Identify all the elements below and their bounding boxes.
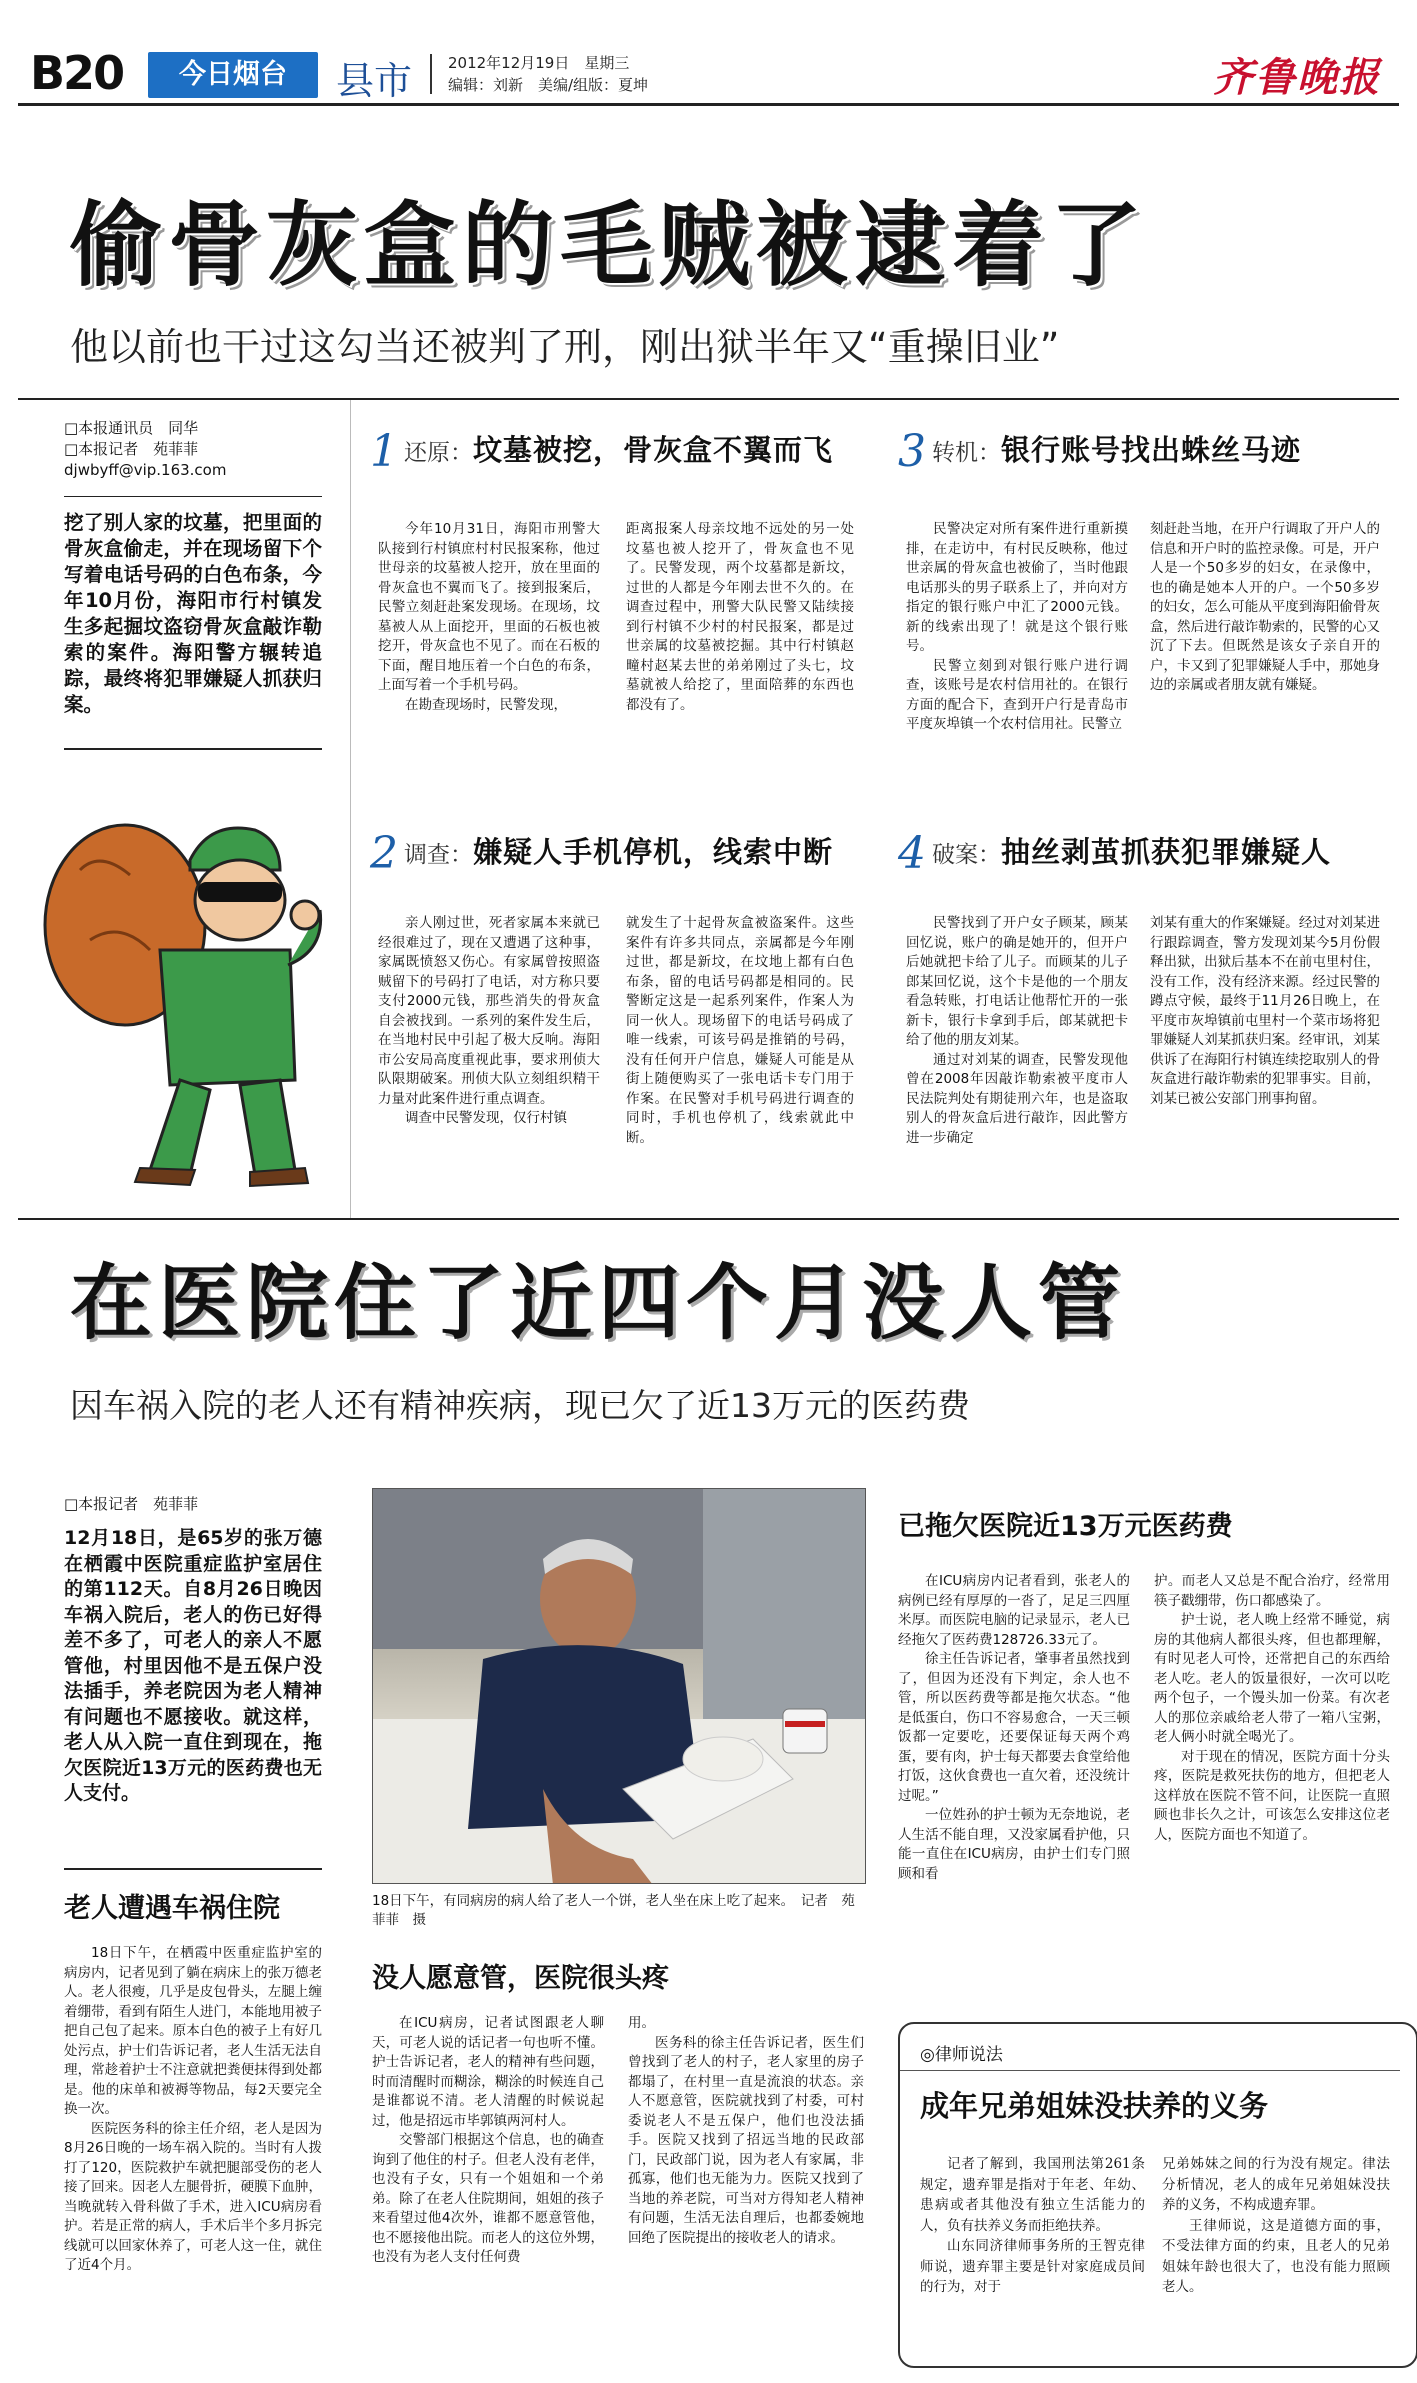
section-number: 1 [370, 426, 398, 477]
editor-credits: 编辑：刘新 美编/组版：夏坤 [448, 76, 649, 94]
lawyer-tag-label: 律师说法 [934, 2045, 1003, 2065]
paragraph: 民警找到了开户女子顾某，顾某回忆说，账户的确是她开的，但开户后她就把卡给了儿子。而顾某的儿子郎某回忆说，这个卡是他的一个朋友看急转账，打电话让他帮忙开的一张新卡，银行卡拿到手后，郎某就把卡给了他的朋友刘某。 [906, 915, 1128, 1048]
story1-lead: 挖了别人家的坟墓，把里面的骨灰盒偷走，并在现场留下个写着电话号码的白色布条，今年10月份，海阳市行村镇发生多起掘坟盗窃骨灰盒敲诈勒索的案件。海阳警方辗转追踪，最终将犯罪嫌疑人抓获归案。 [64, 511, 322, 716]
paragraph: 民警立刻到对银行账户进行调查，该账号是农村信用社的。在银行方面的配合下，查到开户行是青岛市平度灰埠镇一个农村信用社。民警立 [906, 657, 1128, 732]
paragraph: 医务科的徐主任告诉记者，医生们曾找到了老人的村子，老人家里的房子都塌了，在村里一直是流浪的状态。亲人不愿意管，医院就找到了村委，可村委说老人不是五保户，他们也没法插手。医院又找到了招远当地的民政部门，民政部门说，因为老人有家属，非孤寡，他们也无能为力。医院又找到了当地的养老院，可当对方得知老人精神有问题，生活无法自理后，也都委婉地回绝了医院提出的接收老人的请求。 [628, 2034, 864, 2246]
section-kicker: 转机： [932, 440, 1001, 466]
story1-section-head [898, 426, 1301, 477]
lawyer-title: 成年兄弟姐妹没扶养的义务 [920, 2089, 1269, 2123]
byline-line: □本报通讯员 同华 [64, 419, 199, 437]
paragraph: 对于现在的情况，医院方面十分头疼，医院是救死扶伤的地方，但把老人这样放在医院不管不问，让医院一直照顾也非长久之计，可该怎么安排这位老人，医院方面也不知道了。 [1154, 1748, 1390, 1843]
paragraph: 18日下午，在栖霞中医重症监护室的病房内，记者见到了躺在病床上的张万德老人。老人很瘦，几乎是皮包骨头，左腿上缠着绷带，看到有陌生人进门，本能地用被子把自己包了起来。原本白色的被子上有好几处污点，护士们告诉记者，老人生活无法自理，常趁着护士不注意就把粪便抹得到处都是。他的床单和被褥等物品，每2天要完全换一次。 [64, 1945, 322, 2117]
newspaper-logo: 齐鲁晚报 [1213, 54, 1381, 101]
lawyer-tag [920, 2040, 1003, 2065]
story2-section-b-col1 [372, 2014, 604, 2268]
paragraph: 记者了解到，我国刑法第261条规定，遗弃罪是指对于年老、年幼、患病或者其他没有独立生活能力的人，负有扶养义务而拒绝扶养。 [920, 2156, 1145, 2234]
section-title: 坟墓被挖，骨灰盒不翼而飞 [473, 433, 834, 467]
paragraph: 交警部门根据这个信息，也的确查询到了他住的村子。但老人没有老伴，也没有子女，只有一个姐姐和一个弟弟。除了在老人住院期间，姐姐的孩子来看望过他4次外，谁都不愿意管他，也不愿接他出院。而老人的这位外甥，也没有为老人支付任何费 [372, 2132, 604, 2265]
mug [783, 1709, 827, 1753]
story1-subheadline: 他以前也干过这勾当还被判了刑，刚出狱半年又“重操旧业” [70, 325, 1060, 369]
header-info [448, 52, 648, 96]
section-number: 2 [370, 828, 398, 879]
paragraph: 山东同济律师事务所的王智克律师说，遗弃罪主要是针对家庭成员间的行为，对于 [920, 2238, 1145, 2295]
story1-sec3-col2 [1150, 520, 1380, 696]
subsection-label: 县市 [336, 59, 413, 103]
lawyer-col1 [920, 2154, 1145, 2298]
divider [64, 748, 322, 750]
legs [150, 1080, 295, 1175]
paragraph: 兄弟姊妹之间的行为没有规定。律法分析情况，老人的成年兄弟姐妹没扶养的义务，不构成遗弃罪。 [1162, 2156, 1390, 2213]
story1-sec3-col1 [906, 520, 1128, 735]
divider [64, 1868, 322, 1870]
column-divider [350, 400, 351, 1218]
paragraph: 在ICU病房，记者试图跟老人聊天，可老人说的话记者一句也听不懂。护士告诉记者，老人的精神有些问题，时而清醒时而糊涂，糊涂的时候连自己是谁都说不清。老人清醒的时候说起过，他是招远市毕郭镇两河村人。 [372, 2015, 604, 2129]
paragraph: 距离报案人母亲坟地不远处的另一处坟墓也被人挖开了，骨灰盒也不见了。民警发现，两个坟墓都是新坟，过世的人都是今年刚去世不久的。在调查过程中，刑警大队民警又陆续接到行村镇不少村的村民报案，都是过世亲属的坟墓被挖掘。其中行村镇赵疃村赵某去世的弟弟刚过了头七，坟墓就被人给挖了，里面陪葬的东西也都没有了。 [626, 521, 854, 713]
section-kicker: 调查： [404, 842, 473, 868]
story1-sec4-col2 [1150, 914, 1380, 1109]
story2-headline: 在医院住了近四个月没人管 [70, 1256, 1127, 1351]
header-divider [430, 54, 432, 94]
story2-section-c-title: 已拖欠医院近13万元医药费 [898, 1511, 1233, 1542]
paragraph: 护士说，老人晚上经常不睡觉，病房的其他病人都很头疼，但也都理解，有时见老人可怜，还常把自己的东西给老人吃。老人的饭量很好，一次可以吃两个包子，一个馒头加一份菜。有次老人的那位亲戚给老人带了一箱八宝粥，老人俩小时就全喝光了。 [1154, 1612, 1390, 1745]
paragraph: 就发生了十起骨灰盒被盗案件。这些案件有许多共同点，亲属都是今年刚过世，都是新坟，在坟地上都有白色布条，留的电话号码都是相同的。民警断定这是一起系列案件，作案人为同一伙人。现场留下的电话号码成了唯一线索，可该号码是推销的号码，没有任何开户信息，嫌疑人可能是从街上随便购买了一张电话卡专门用于作案。在民警对手机号码进行调查的同时，手机也停机了，线索就此中断。 [626, 915, 854, 1146]
section-badge[interactable]: 今日烟台 [148, 52, 318, 98]
paragraph: 用。 [628, 2015, 655, 2031]
story1-sec1-col2 [626, 520, 854, 715]
story1-headline: 偷骨灰盒的毛贼被逮着了 [70, 192, 1149, 299]
page-number: B20 [30, 46, 124, 100]
paragraph: 徐主任告诉记者，肇事者虽然找到了，但因为还没有下判定，余人也不管，所以医药费等都是拖欠状态。“他是低蛋白，伤口不容易愈合，一天三顿饭都一定要吃，还要保证每天两个鸡蛋，要有肉，护士每天都要去食堂给他打饭，这伙食费也一直欠着，还没统计过呢。” [898, 1651, 1130, 1804]
mask [198, 882, 282, 902]
story2-section-b-col2 [628, 2014, 864, 2248]
section-number: 3 [898, 426, 926, 477]
story2-section-c-col1 [898, 1572, 1130, 1884]
story2-section-a-body [64, 1944, 322, 2276]
story2-section-a-title: 老人遭遇车祸住院 [64, 1893, 280, 1924]
lawyer-col2 [1162, 2154, 1390, 2298]
story1-sec2-col2 [626, 914, 854, 1148]
story2-section-b-title: 没人愿意管，医院很头疼 [372, 1963, 669, 1994]
story1-section-head [898, 828, 1331, 879]
thief-illustration [40, 790, 340, 1190]
paragraph: 在勘查现场时，民警发现， [405, 696, 567, 713]
story1-section-head [370, 426, 833, 477]
divider [18, 1218, 1399, 1220]
story1-section-head [370, 828, 833, 879]
body [160, 950, 295, 1085]
paragraph: 医院医务科的徐主任介绍，老人是因为8月26日晚的一场车祸入院的。当时有人拨打了120，医院救护车就把腿部受伤的老人接了回来。因老人左腿骨折，硬膜下血肿，当晚就转入骨科做了手术，进入ICU病房看护。若是正常的病人，手术后半个多月拆完线就可以回家休养了，可老人这一住，就住了近4个月。 [64, 2120, 322, 2273]
section-title: 抽丝剥茧抓获犯罪嫌疑人 [1001, 835, 1332, 869]
section-kicker: 还原： [404, 440, 473, 466]
section-title: 银行账号找出蛛丝马迹 [1001, 433, 1302, 467]
section-kicker: 破案： [932, 842, 1001, 868]
divider [64, 496, 322, 497]
paragraph: 通过对刘某的调查，民警发现他曾在2008年因敲诈勒索被平度市人民法院判处有期徒刑六年，也是盗取别人的骨灰盒后进行敲诈，因此警方进一步确定 [906, 1051, 1128, 1146]
story2-byline: □本报记者 苑菲菲 [64, 1495, 199, 1513]
paragraph: 亲人刚过世，死者家属本来就已经很难过了，现在又遭遇了这种事，家属既愤怒又伤心。有家属曾按照盗贼留下的号码打了电话，对方称只要支付2000元钱，那些消失的骨灰盒自会被找到。一系列的案件发生后，在当地村民中引起了极大反响。海阳市公安局高度重视此事，要求刑侦大队限期破案。刑侦大队立刻组织精干力量对此案件进行重点调查。 [378, 915, 600, 1107]
paragraph: 刘某有重大的作案嫌疑。经过对刘某进行跟踪调查，警方发现刘某今5月份假释出狱，出狱后基本不在前屯里村住，没有工作，没有经济来源。经过民警的蹲点守候，最终于11月26日晚上，在平度市灰埠镇前屯里村一个菜市场将犯罪嫌疑人刘某抓获归案。经审讯，刘某供诉了在海阳行村镇连续挖取别人的骨灰盒进行敲诈勒索的犯罪事实。目前，刘某已被公安部门刑事拘留。 [1150, 915, 1380, 1107]
divider [900, 2070, 1400, 2071]
page-header [18, 38, 1399, 106]
paragraph: 调查中民警发现，仅行村镇 [405, 1110, 567, 1126]
story2-lead: 12月18日，是65岁的张万德在栖霞中医院重症监护室居住的第112天。自8月26日晚因车祸入院后，老人的伤已好得差不多了，可老人的亲人不愿管他，村里因他不是五保户没法插手，养老院因为老人精神有问题也不愿接收。就这样，老人从入院一直住到现在，拖欠医院近13万元的医药费也无人支付。 [64, 1527, 322, 1804]
story1-sec2-col1 [378, 914, 600, 1129]
issue-date: 2012年12月19日 星期三 [448, 54, 630, 72]
paragraph: 今年10月31日，海阳市刑警大队接到行村镇庶村村民报案称，他过世母亲的坟墓被人挖开，放在里面的骨灰盒也不翼而飞了。接到报案后，民警立刻赶赴案发现场。在现场，坟墓被人从上面挖开，里面的石板也被挖开，骨灰盒也不见了。而在石板的下面，醒目地压着一个白色的布条，上面写着一个手机号码。 [378, 521, 600, 693]
byline-email: djwbyff@vip.163.com [64, 461, 227, 479]
byline-line: □本报记者 苑菲菲 [64, 440, 199, 458]
paragraph: 一位姓孙的护士顿为无奈地说，老人生活不能自理，又没家属看护他，只能一直住在ICU病房，由护士们专门照顾和看 [898, 1807, 1130, 1882]
paragraph: 护。而老人又总是不配合治疗，经常用筷子戳绷带，伤口都感染了。 [1154, 1573, 1390, 1609]
bullet-icon: ◎ [920, 2045, 935, 2065]
paragraph: 在ICU病房内记者看到，张老人的病例已经有厚厚的一沓了，足足三四厘米厚。而医院电脑的记录显示，老人已经拖欠了医药费128726.33元了。 [898, 1573, 1130, 1648]
story1-byline [64, 418, 344, 481]
photo-caption: 18日下午，有同病房的病人给了老人一个饼，老人坐在床上吃了起来。 记者 苑菲菲 摄 [372, 1893, 855, 1928]
section-title: 嫌疑人手机停机，线索中断 [473, 835, 834, 869]
paragraph: 民警决定对所有案件进行重新摸排，在走访中，有村民反映称，他过世亲属的骨灰盒也被偷了，当时他跟电话那头的男子联系上了，并向对方指定的银行账户中汇了2000元钱。新的线索出现了！就是这个银行账号。 [906, 521, 1128, 654]
story1-sec4-col1 [906, 914, 1128, 1148]
story2-section-c-col2 [1154, 1572, 1390, 1845]
paragraph: 刻赶赴当地，在开户行调取了开户人的信息和开户时的监控录像。可是，开户人是一个50多岁的妇女，在录像中，也的确是她本人开的户。一个50多岁的妇女，怎么可能从平度到海阳偷骨灰盒，然后进行敲诈勒索的，民警的心又沉了下去。但既然是该女子亲自开的户，卡又到了犯罪嫌疑人手中，那她身边的亲属或者朋友就有嫌疑。 [1150, 521, 1380, 693]
divider [18, 398, 1399, 400]
story2-subheadline: 因车祸入院的老人还有精神疾病，现已欠了近13万元的医药费 [70, 1386, 970, 1425]
story1-sec1-col1 [378, 520, 600, 715]
section-number: 4 [898, 828, 926, 879]
lawyer-opinion-box [898, 2022, 1417, 2368]
paragraph: 王律师说，这是道德方面的事，不受法律方面的约束，且老人的兄弟姐妹年龄也很大了，也没有能力照顾老人。 [1162, 2217, 1390, 2295]
news-photo [372, 1488, 866, 1884]
